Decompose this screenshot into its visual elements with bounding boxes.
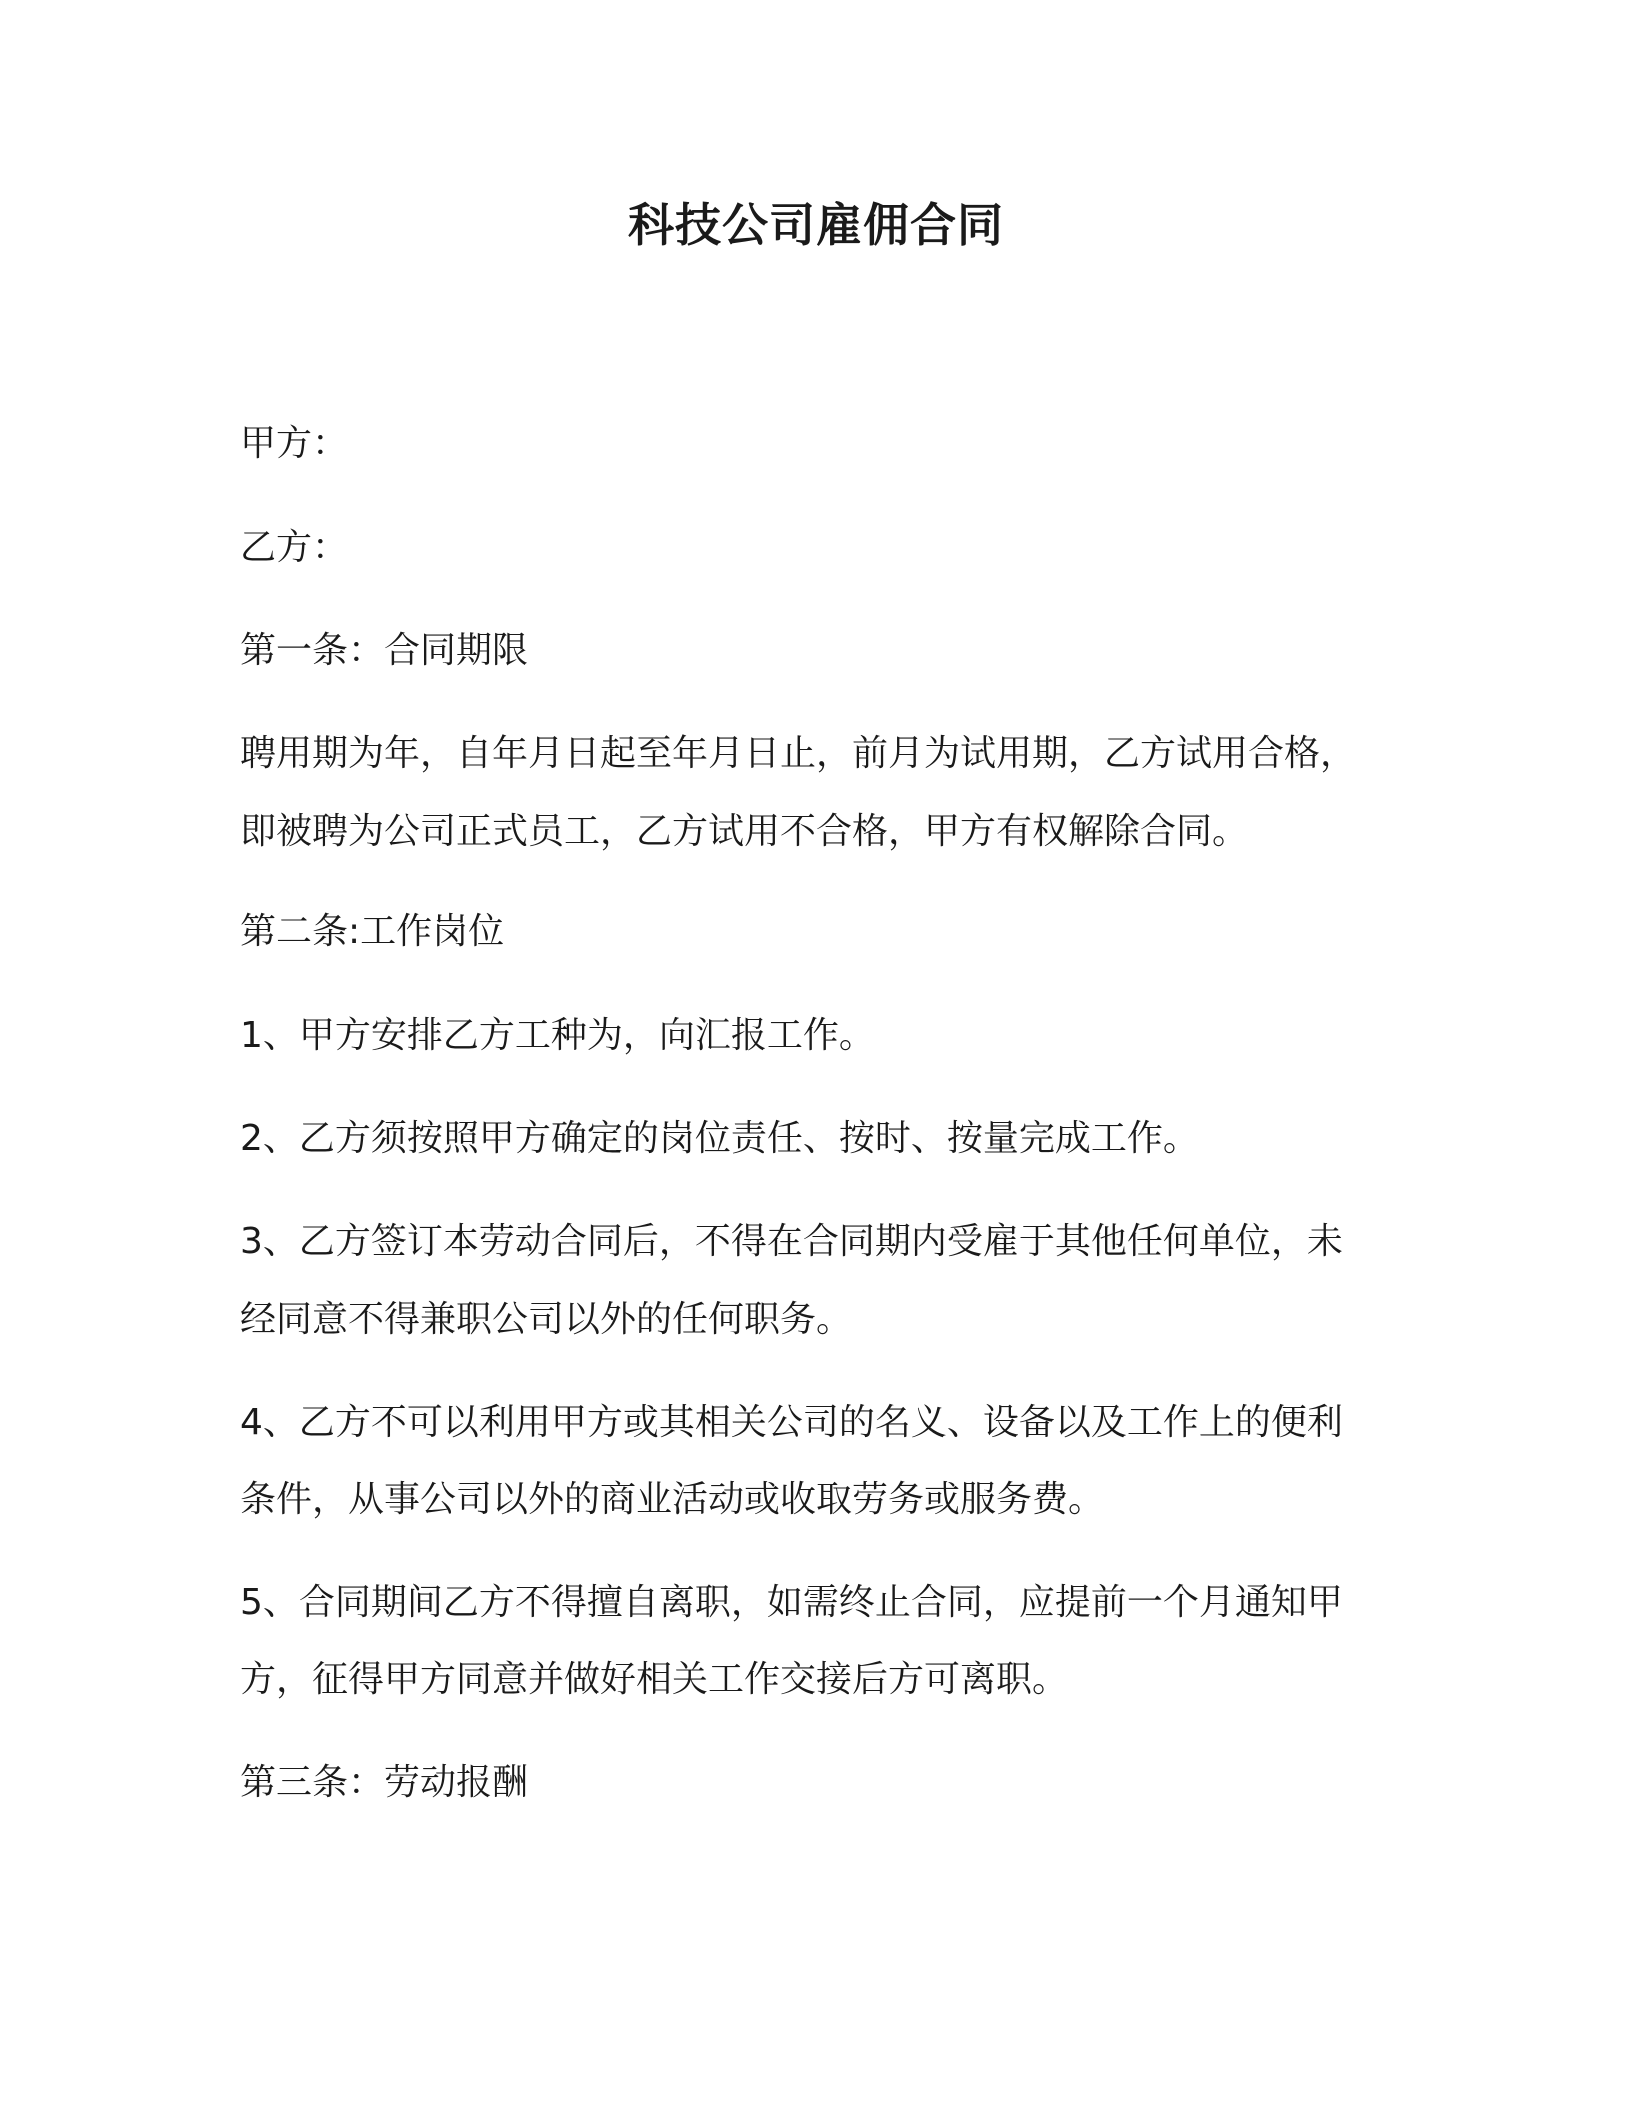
article-2-item-2: 2、乙方须按照甲方确定的岗位责任、按时、按量完成工作。 <box>240 1118 1199 1159</box>
article-1-paragraph-line: 聘用期为年，自年月日起至年月日止，前月为试用期，乙方试用合格， <box>240 733 1357 774</box>
article-2-item-3-line: 经同意不得兼职公司以外的任何职务。 <box>240 1299 853 1340</box>
party-a-label: 甲方： <box>240 423 349 464</box>
party-b-label: 乙方： <box>240 527 349 568</box>
article-2-item-1: 1、甲方安排乙方工种为，向汇报工作。 <box>240 1015 875 1056</box>
document-title: 科技公司雇佣合同 <box>628 198 1004 252</box>
article-2-item-4-line: 4、乙方不可以利用甲方或其相关公司的名义、设备以及工作上的便利 <box>240 1402 1343 1443</box>
article-2-item-3-line: 3、乙方签订本劳动合同后，不得在合同期内受雇于其他任何单位，未 <box>240 1221 1343 1262</box>
article-3-heading: 第三条：劳动报酬 <box>240 1762 529 1803</box>
article-1-heading: 第一条：合同期限 <box>240 630 529 671</box>
article-2-item-5-line: 5、合同期间乙方不得擅自离职，如需终止合同，应提前一个月通知甲 <box>240 1582 1343 1623</box>
article-2-item-5-line: 方，征得甲方同意并做好相关工作交接后方可离职。 <box>240 1659 1069 1700</box>
article-2-heading: 第二条:工作岗位 <box>240 911 505 952</box>
article-2-item-4-line: 条件，从事公司以外的商业活动或收取劳务或服务费。 <box>240 1479 1105 1520</box>
article-1-paragraph-line: 即被聘为公司正式员工，乙方试用不合格，甲方有权解除合同。 <box>240 811 1249 852</box>
